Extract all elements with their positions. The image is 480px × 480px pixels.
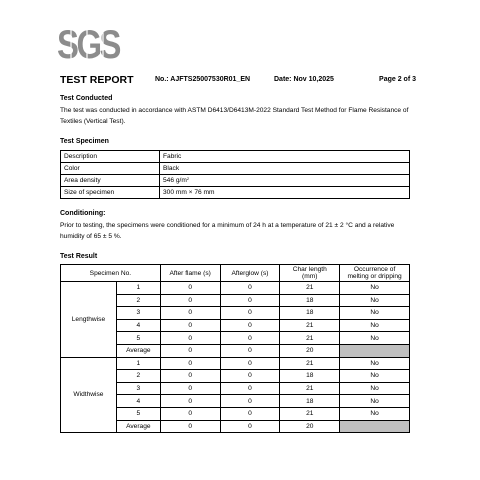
result-table (60, 264, 410, 433)
afterglow-cell: 0 (220, 307, 280, 320)
table-row (61, 187, 410, 199)
after-flame-cell: 0 (160, 370, 220, 383)
occurrence-cell: No (340, 294, 410, 307)
char-length-cell: 20 (280, 344, 340, 357)
header-char-length-line1: Char length (292, 266, 327, 273)
after-flame-cell: 0 (160, 307, 220, 320)
after-flame-cell: 0 (160, 294, 220, 307)
occurrence-cell: No (340, 307, 410, 320)
report-date: Date: Nov 10,2025 (274, 76, 334, 83)
report-number: No.: AJFTS25007530R01_EN (155, 76, 251, 83)
table-row (61, 163, 410, 175)
conditioning-text: Prior to testing, the specimens were conditioned for a minimum of 24 h at a temperature of 21 ± 2 °C and a relative humidity of 65 ± 5 %. (60, 222, 395, 240)
page-number: Page 2 of 3 (379, 76, 416, 83)
occurrence-cell: No (340, 370, 410, 383)
occurrence-cell (340, 344, 410, 357)
afterglow-cell: 0 (220, 382, 280, 395)
afterglow-cell: 0 (220, 395, 280, 408)
spec-label: Area density (61, 175, 160, 187)
char-length-cell: 21 (280, 407, 340, 420)
header-occurrence (340, 265, 410, 282)
char-length-cell: 21 (280, 332, 340, 345)
header-char-length (280, 265, 340, 282)
spec-value-superscript: 2 (186, 176, 190, 181)
occurrence-cell: No (340, 407, 410, 420)
table-header-row (61, 265, 410, 282)
specimen-no-cell: 2 (116, 294, 160, 307)
report-title: TEST REPORT (60, 74, 134, 86)
afterglow-cell: 0 (220, 407, 280, 420)
table-row (61, 151, 410, 163)
specimen-no-cell: Average (116, 420, 160, 433)
specimen-no-cell: 2 (116, 370, 160, 383)
afterglow-cell: 0 (220, 319, 280, 332)
spec-label: Description (61, 151, 160, 163)
table-row (61, 175, 410, 187)
specimen-no-cell: 3 (116, 307, 160, 320)
group-name-cell: Lengthwise (61, 282, 117, 358)
logo-text: SGS (57, 23, 121, 67)
header-specimen-no: Specimen No. (61, 265, 161, 282)
test-conducted-text: The test was conducted in accordance with ASTM D6413/D6413M-2022 Standard Test Method for Flame Resistance of Textiles (Vertical Test). (60, 107, 409, 125)
char-length-cell: 21 (280, 282, 340, 295)
after-flame-cell: 0 (160, 420, 220, 433)
char-length-cell: 20 (280, 420, 340, 433)
header-occurrence-line1: Occurrence of (353, 266, 396, 273)
occurrence-cell (340, 420, 410, 433)
occurrence-cell: No (340, 395, 410, 408)
header-after-flame: After flame (s) (160, 265, 220, 282)
specimen-no-cell: 3 (116, 382, 160, 395)
afterglow-cell: 0 (220, 420, 280, 433)
spec-value: Fabric (160, 151, 410, 163)
occurrence-cell: No (340, 382, 410, 395)
conditioning-title: Conditioning: (60, 210, 106, 217)
specimen-no-cell: 5 (116, 332, 160, 345)
specimen-table (60, 150, 410, 199)
spec-value-cell (160, 175, 410, 187)
char-length-cell: 18 (280, 395, 340, 408)
specimen-no-cell: 5 (116, 407, 160, 420)
after-flame-cell: 0 (160, 395, 220, 408)
table-row (61, 282, 410, 295)
after-flame-cell: 0 (160, 344, 220, 357)
test-result-title: Test Result (60, 253, 98, 260)
char-length-cell: 21 (280, 382, 340, 395)
after-flame-cell: 0 (160, 332, 220, 345)
afterglow-cell: 0 (220, 294, 280, 307)
occurrence-cell: No (340, 282, 410, 295)
specimen-no-cell: 1 (116, 357, 160, 370)
header-char-length-line2: (mm) (302, 273, 318, 280)
spec-value: 300 mm × 76 mm (160, 187, 410, 199)
afterglow-cell: 0 (220, 332, 280, 345)
specimen-no-cell: 4 (116, 319, 160, 332)
header-occurrence-line2: melting or dripping (347, 273, 402, 280)
spec-label: Color (61, 163, 160, 175)
sgs-logo (57, 23, 121, 67)
report-header (60, 74, 420, 88)
spec-label: Size of specimen (61, 187, 160, 199)
specimen-no-cell: 4 (116, 395, 160, 408)
occurrence-cell: No (340, 319, 410, 332)
char-length-cell: 18 (280, 307, 340, 320)
char-length-cell: 21 (280, 357, 340, 370)
after-flame-cell: 0 (160, 382, 220, 395)
test-specimen-title: Test Specimen (60, 138, 109, 145)
specimen-no-cell: Average (116, 344, 160, 357)
occurrence-cell: No (340, 332, 410, 345)
result-body (61, 282, 410, 433)
table-row (61, 357, 410, 370)
afterglow-cell: 0 (220, 282, 280, 295)
test-conducted-title: Test Conducted (60, 95, 113, 102)
header-afterglow: Afterglow (s) (220, 265, 280, 282)
char-length-cell: 18 (280, 294, 340, 307)
char-length-cell: 18 (280, 370, 340, 383)
after-flame-cell: 0 (160, 407, 220, 420)
group-name-cell: Widthwise (61, 357, 117, 433)
specimen-no-cell: 1 (116, 282, 160, 295)
occurrence-cell: No (340, 357, 410, 370)
afterglow-cell: 0 (220, 344, 280, 357)
spec-value: 546 g/m (163, 177, 187, 184)
after-flame-cell: 0 (160, 282, 220, 295)
after-flame-cell: 0 (160, 319, 220, 332)
afterglow-cell: 0 (220, 357, 280, 370)
char-length-cell: 21 (280, 319, 340, 332)
spec-value: Black (160, 163, 410, 175)
after-flame-cell: 0 (160, 357, 220, 370)
afterglow-cell: 0 (220, 370, 280, 383)
